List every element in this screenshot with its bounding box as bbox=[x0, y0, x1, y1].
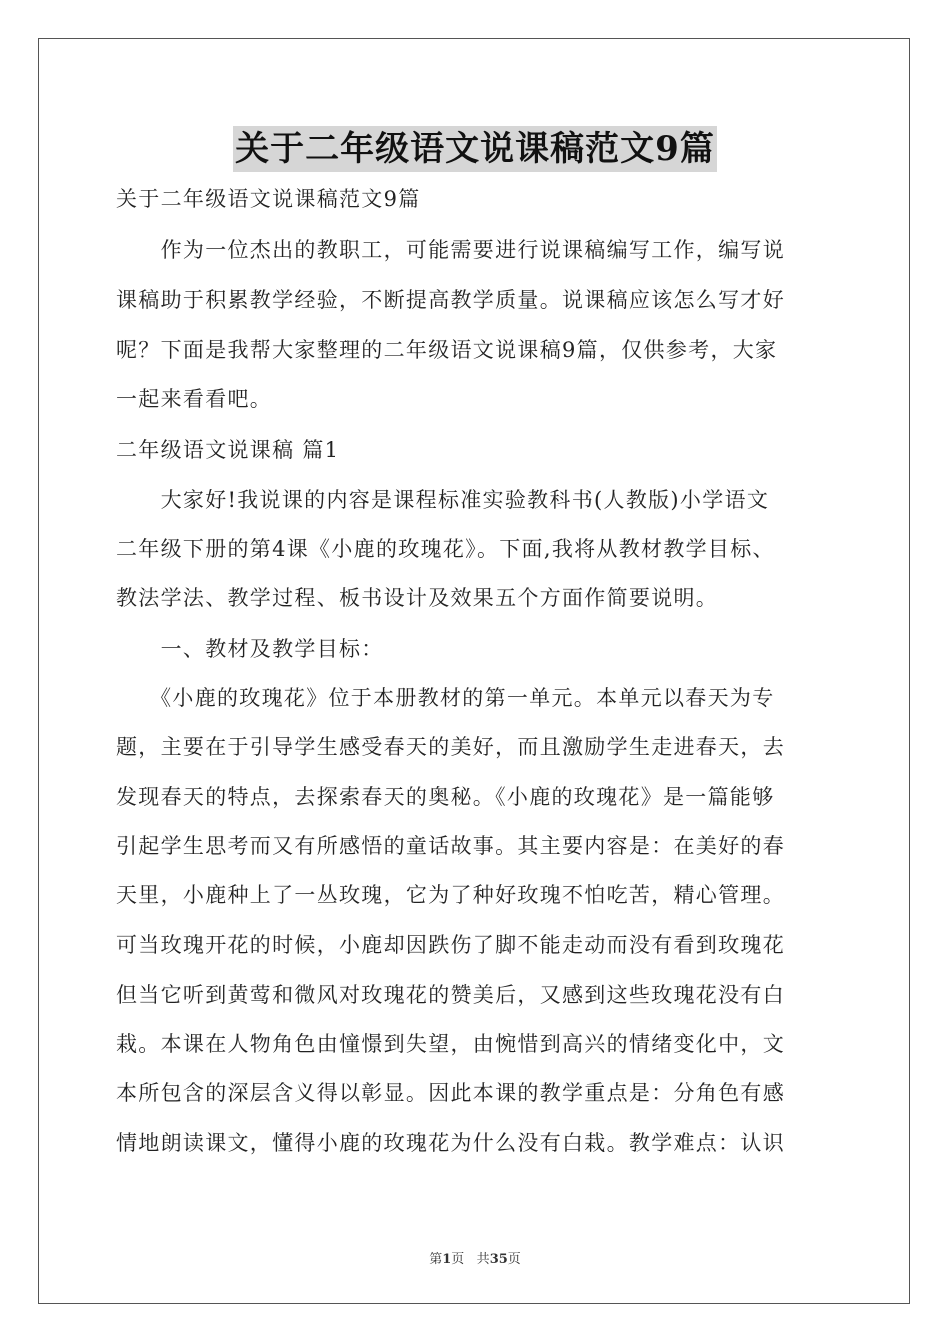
footer-page-suffix: 页 bbox=[451, 1252, 465, 1267]
footer-page-prefix: 第 bbox=[429, 1252, 443, 1267]
text-line: 栽。本课在人物角色由憧憬到失望，由惋惜到高兴的情绪变化中，文 bbox=[116, 1032, 785, 1056]
footer-total-prefix: 共 bbox=[476, 1252, 490, 1267]
text-line: 《小鹿的玫瑰花》位于本册教材的第一单元。本单元以春天为专 bbox=[116, 686, 775, 710]
text-line: 二年级下册的第4课《小鹿的玫瑰花》。下面,我将从教材教学目标、 bbox=[116, 537, 775, 561]
text-line: 情地朗读课文，懂得小鹿的玫瑰花为什么没有白栽。教学难点：认识 bbox=[116, 1131, 785, 1155]
text-line: 大家好!我说课的内容是课程标准实验教科书(人教版)小学语文 bbox=[116, 488, 770, 512]
page-footer bbox=[0, 1248, 950, 1267]
document-title: 关于二年级语文说课稿范文9篇 bbox=[233, 126, 717, 172]
section-heading: 二年级语文说课稿 篇1 bbox=[116, 438, 340, 462]
text-line: 课稿助于积累教学经验，不断提高教学质量。说课稿应该怎么写才好 bbox=[116, 288, 785, 312]
text-line: 题，主要在于引导学生感受春天的美好，而且激励学生走进春天，去 bbox=[116, 735, 785, 759]
footer-total-number: 35 bbox=[489, 1252, 508, 1267]
text-line: 作为一位杰出的教职工，可能需要进行说课稿编写工作，编写说 bbox=[116, 238, 785, 262]
text-line: 呢？下面是我帮大家整理的二年级语文说课稿9篇，仅供参考，大家 bbox=[116, 338, 778, 362]
text-line: 教法学法、教学过程、板书设计及效果五个方面作简要说明。 bbox=[116, 586, 719, 610]
text-line: 天里，小鹿种上了一丛玫瑰，它为了种好玫瑰不怕吃苦，精心管理。 bbox=[116, 883, 785, 907]
text-line: 可当玫瑰开花的时候，小鹿却因跌伤了脚不能走动而没有看到玫瑰花 bbox=[116, 933, 785, 957]
text-line: 一起来看看吧。 bbox=[116, 387, 273, 411]
text-line: 发现春天的特点，去探索春天的奥秘。《小鹿的玫瑰花》是一篇能够 bbox=[116, 785, 775, 809]
subsection-heading: 一、教材及教学目标： bbox=[116, 637, 384, 661]
text-line: 本所包含的深层含义得以彰显。因此本课的教学重点是：分角色有感 bbox=[116, 1081, 785, 1105]
subtitle-line: 关于二年级语文说课稿范文9篇 bbox=[116, 187, 421, 211]
footer-page-number: 1 bbox=[442, 1252, 452, 1267]
footer-total-suffix: 页 bbox=[507, 1252, 521, 1267]
text-line: 但当它听到黄莺和微风对玫瑰花的赞美后，又感到这些玫瑰花没有白 bbox=[116, 983, 785, 1007]
page-border bbox=[38, 38, 910, 1304]
title-container bbox=[0, 126, 950, 172]
text-line: 引起学生思考而又有所感悟的童话故事。其主要内容是：在美好的春 bbox=[116, 834, 785, 858]
